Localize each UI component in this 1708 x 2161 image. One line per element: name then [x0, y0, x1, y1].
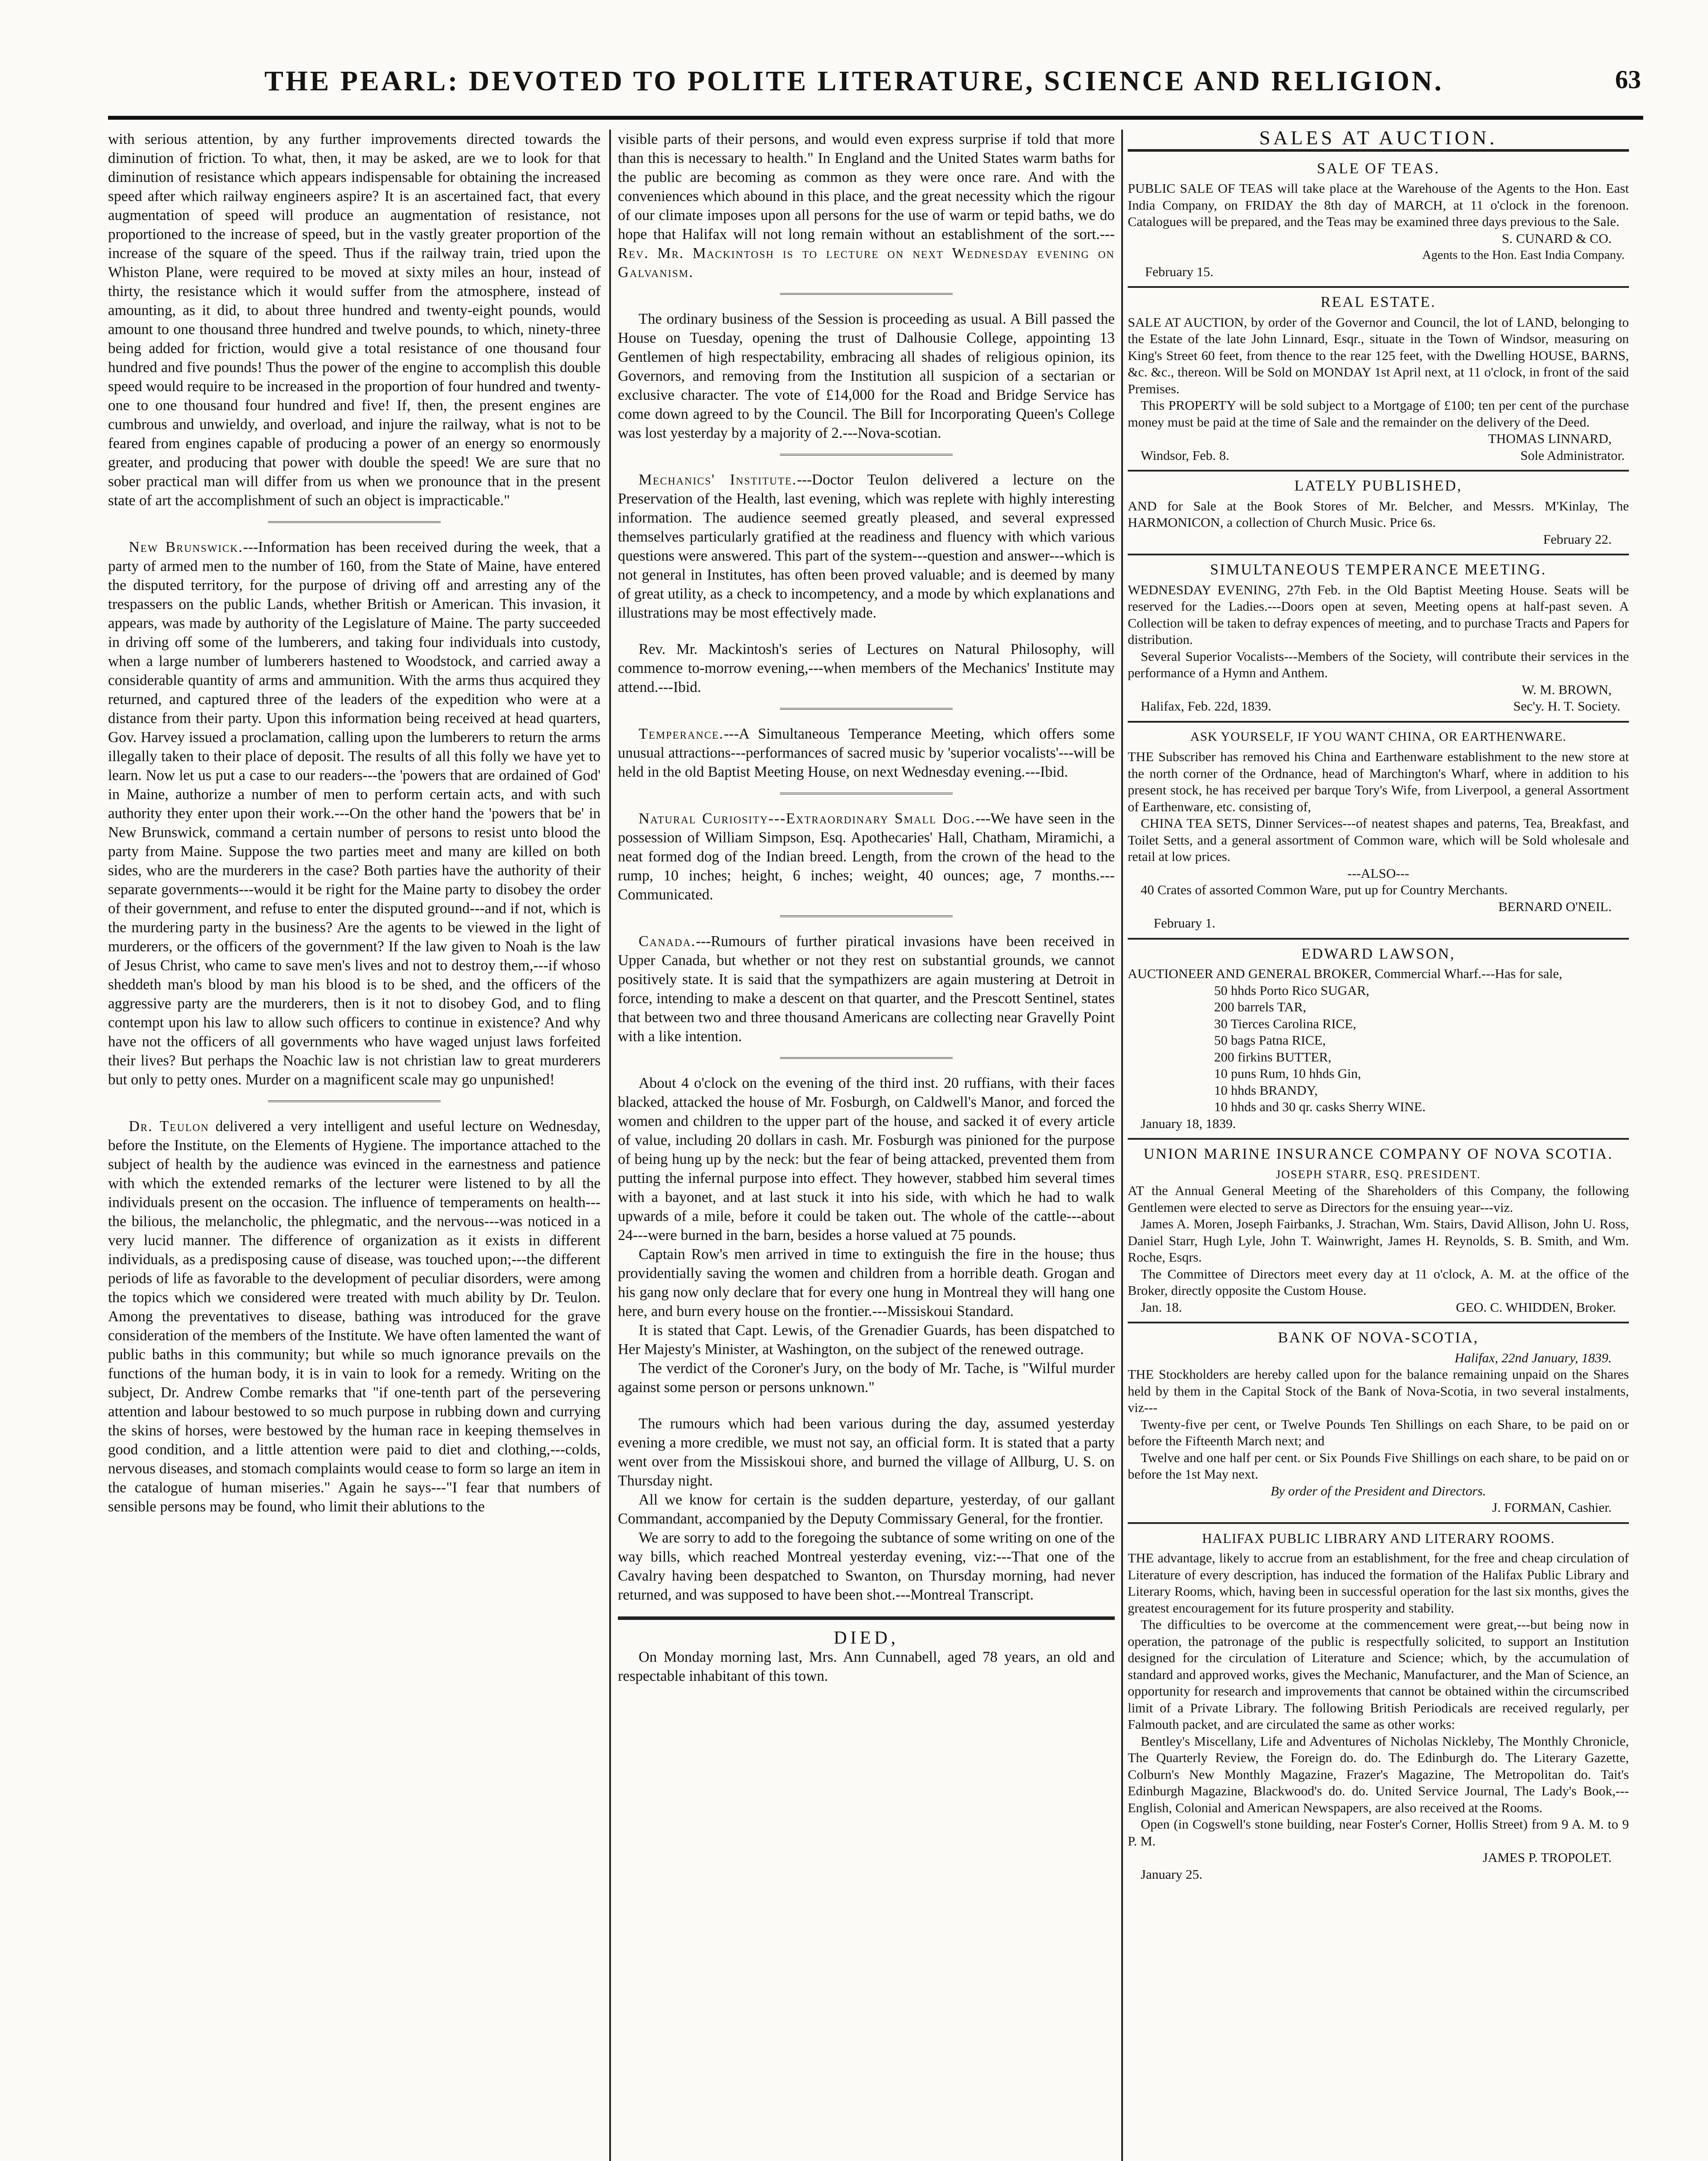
article-way-bills: We are sorry to add to the foregoing the subtance of some writing on one of the way bills, which reached Montreal yesterday evening, viz:---That one of the Cavalry having been despatched to Swanton, on Thursday morning, had never returned, and was supposed to have been shot.---Montreal Transcript.	[618, 1529, 1115, 1603]
list-item: 200 firkins BUTTER,	[1214, 1049, 1332, 1065]
ad-china-earthenware	[1128, 723, 1629, 940]
ad-date: Jan. 18.	[1141, 1299, 1182, 1315]
ad-order: By order of the President and Directors.	[1270, 1483, 1486, 1498]
ad-union-marine	[1128, 1140, 1629, 1323]
article-body: ---We have seen in the possession of William Simpson, Esq. Apothecaries' Hall, Chatham, Miramichi, a neat formed dog of the Indian breed. Length, from the crown of the head to the rump, 10 inches; height, 6 inches; weight, 40 ounces; age, 7 months.---Communicated.	[618, 810, 1115, 903]
ad-text: This PROPERTY will be sold subject to a Mortgage of £100; ten per cent of the purchase money must be paid at the time of Sale and the remainder on the delivery of the Deed.	[1128, 398, 1629, 430]
masthead-rule	[108, 116, 1643, 120]
column-divider	[609, 130, 611, 2161]
masthead-title: THE PEARL: DEVOTED TO POLITE LITERATURE, SCIENCE AND RELIGION.	[264, 65, 1444, 97]
section-divider	[780, 454, 953, 457]
ad-president: JOSEPH STARR, ESQ. PRESIDENT.	[1276, 1167, 1481, 1181]
ad-sale-of-teas	[1128, 154, 1629, 288]
died-notice: On Monday morning last, Mrs. Ann Cunnabell, aged 78 years, an old and respectable inhabitant of this town.	[618, 1648, 1115, 1684]
article-session: The ordinary business of the Session is proceeding as usual. A Bill passed the House on Tuesday, opening the trust of Dalhousie College, appointing 13 Gentlemen of high respectability, embracing all shades of religious opinion, its Governors, and removing from the Institution all suspicion of a sectarian or exclusive character. The vote of £14,000 for the Road and Bridge Service has come down agreed to by the Council. The Bill for Incorporating Queen's College was lost yesterday by a majority of 2.---Nova-scotian.	[618, 310, 1115, 441]
article-heading: Temperance.	[639, 725, 724, 742]
article-rev-mackintosh: Rev. Mr. Mackintosh's series of Lectures on Natural Philosophy, will commence to-morrow evening,---when members of the Mechanics' Institute may attend.---Ibid.	[618, 641, 1115, 695]
article-heading: Natural Curiosity---Extraordinary Small Dog.	[639, 810, 976, 827]
article-rumours: The rumours which had been various during the day, assumed yesterday evening a more credible, we must not say, an official form. It is stated that a party went over from the Missiskoui shore, and burned the village of Allburg, U. S. on Thursday night.	[618, 1415, 1115, 1489]
ad-title: BANK OF NOVA-SCOTIA,	[1278, 1329, 1479, 1346]
article-body: delivered a very intelligent and useful lecture on Wednesday, before the Institute, on the Elements of Hygiene. The importance attached to the subject of health by the audience was evinced in the earnestness and patience with which the extended remarks of the lecturer were listened to by all the individuals present on the occasion. The influence of temperaments on health---the bilious, the melancholic, the phlegmatic, and the nervous---was noticed in a very lucid manner. The difference of organization as it exists in different individuals, as a predisposing cause of disease, was touched upon;---the different periods of life as favorable to the development of peculiar disorders, were among the topics which we considered were treated with much ability by Dr. Teulon. Among the preventatives to disease, bathing was introduced for the grave consideration of the members of the Institute. We have often lamented the want of public baths in this community; but while so much ignorance prevails on the functions of the human body, it is in vain to look for a remedy. Writing on the subject, Dr. Andrew Combe remarks that "if one-tenth part of the persevering attention and labour bestowed to so much purpose in rubbing down and currying the skins of horses, were bestowed by the human race in keeping themselves in good condition, and a little attention were paid to diet and clothing,---colds, nervous diseases, and stomach complaints would cease to form so large an item in the catalogue of human miseries." Again he says---"I fear that numbers of sensible persons may be found, who limit their ablutions to the	[108, 1118, 601, 1515]
article-body: ---Information has been received during the week, that a party of armed men to the number of 160, from the State of Maine, have entered the disputed territory, for the purpose of driving off and arresting any of the trespassers on the public Lands, whether British or American. This invasion, it appears, was made by authority of the Legislature of Maine. The party succeeded in driving off some of the lumberers, and taking four individuals into custody, when a large number of lumberers hastened to Woodstock, and carried away a considerable quantity of arms and ammunition. With the arms thus acquired they returned, and captured three of the leaders of the expedition who were at a distance from their party. Upon this information being received at head quarters, Gov. Harvey issued a proclamation, calling upon the lumberers to return the arms illegally taken to their place of deposit. The results of all this folly we have yet to learn. Now let us put a case to our readers---the 'powers that are ordained of God' in Maine, authorize a number of men to perform certain acts, and with such authority they enter upon their work.---On the other hand the 'powers that be' in New Brunswick, command a certain number of persons to resist unto blood the party from Maine. Suppose the two parties meet and many are killed on both sides, who are the murderers in the case? Both parties have the authority of their separate governments---would it be right for the Maine party to disobey the order of their government, and refuse to enter the disputed ground---and if not, which is the murdering party in the business? Are the agents to be viewed in the light of murderers, or the officers of the government? If the law given to Noah is the law of Jesus Christ, who came to save men's lives and not to destroy them,---if whoso sheddeth man's blood by man his blood is to be shed, and the officers of the aggressive party are the murderers, then is it not to disobey God, and to fling contempt upon his law to allow such officers to continue in existence? And why have not the officers of all governments who have waged unjust laws forfeited their lives? But perhaps the Noachic law is not christian law to great murderers but only to petty ones. Murder on a magnificent scale may go unpunished!	[108, 539, 601, 1088]
sales-at-auction-heading: SALES AT AUCTION.	[1128, 130, 1629, 152]
ad-title: REAL ESTATE.	[1320, 293, 1436, 310]
ad-title: UNION MARINE INSURANCE COMPANY OF NOVA SCOTIA.	[1143, 1145, 1613, 1162]
ad-signature-role: Agents to the Hon. East India Company.	[1422, 248, 1625, 262]
ad-temperance-meeting	[1128, 555, 1629, 723]
article-captain-row: Captain Row's men arrived in time to extinguish the fire in the house; thus providentially saving the women and children from a horrible death. Grogan and his gang now only declare that for every one hung in Montreal they will hang one here, and burn every house on the frontier.---Missiskoui Standard.	[618, 1246, 1115, 1320]
section-divider	[268, 1100, 441, 1104]
article-verdict: The verdict of the Coroner's Jury, on the body of Mr. Tache, is "Wilful murder against some person or persons unknown."	[618, 1360, 1115, 1396]
ad-title: ASK YOURSELF, IF YOU WANT CHINA, OR EARTHENWARE.	[1190, 729, 1567, 744]
page-number: 63	[1615, 65, 1641, 94]
ad-date: February 22.	[1543, 531, 1612, 547]
article-heading: Canada.	[639, 933, 696, 950]
ad-text: Open (in Cogswell's stone building, near Foster's Corner, Hollis Street) from 9 A. M. to 9 P. M.	[1128, 1817, 1629, 1849]
ad-title: HALIFAX PUBLIC LIBRARY AND LITERARY ROOMS.	[1202, 1530, 1555, 1546]
ad-text: Several Superior Vocalists---Members of the Society, will contribute their services in the performance of a Hymn and Anthem.	[1128, 648, 1629, 680]
article-temperance	[618, 724, 1115, 781]
article-natural-curiosity	[618, 809, 1115, 904]
ad-text: THE advantage, likely to accrue from an establishment, for the free and cheap circulation of Literature of every description, has induced the formation of the Halifax Public Library and Literary Rooms, which, having been in successful operation for the last six months, gives the greatest encouragement for its future prosperity and stability.	[1128, 1550, 1629, 1616]
ad-signature: W. M. BROWN,	[1521, 682, 1612, 697]
ad-text: Twelve and one half per cent. or Six Pounds Five Shillings on each share, to be paid on or before the 1st May next.	[1128, 1450, 1629, 1482]
list-item: 10 hhds and 30 qr. casks Sherry WINE.	[1214, 1099, 1426, 1114]
ad-text: CHINA TEA SETS, Dinner Services---of neatest shapes and paterns, Tea, Breakfast, and Toilet Setts, and a general assortment of Common ware, which will be Sold wholesale and retail at low prices.	[1128, 816, 1629, 864]
article-note: Rev. Mr. Mackintosh is to lecture on next Wednesday evening on Galvanism.	[618, 245, 1115, 280]
ad-signature-role: Sole Administrator.	[1520, 447, 1625, 463]
article-mechanics-institute	[618, 470, 1115, 622]
column-divider	[1121, 130, 1123, 2161]
article-body: ---Doctor Teulon delivered a lecture on the Preservation of the Health, last evening, which was replete with highly interesting information. The audience seemed greatly pleased, and several expressed themselves particularly gratified at the readiness and fluency with which various questions were answered. This part of the system---question and answer---which is not general in Institutes, has often been proved valuable; and is deemed by many of great utility, as a check to incompetency, and a mode by which explanations and illustrations may be most effectively made.	[618, 471, 1115, 621]
article-body: ---A Simultaneous Temperance Meeting, which offers some unusual attractions---performances of sacred music by 'superior vocalists'---will be held in the old Baptist Meeting House, on next Wednesday evening.---Ibid.	[618, 725, 1115, 780]
column-3-advertisements	[1128, 130, 1629, 2161]
column-2	[618, 130, 1115, 2161]
ad-text: James A. Moren, Joseph Fairbanks, J. Strachan, Wm. Stairs, David Allison, John U. Ross, Daniel Starr, Hugh Lyle, John T. Wainwright, James H. Reynolds, S. B. Smith, and Wm. Roche, Esqrs.	[1128, 1216, 1629, 1265]
article-body: ---Rumours of further piratical invasions have been received in Upper Canada, but whether or not they rest on substantial grounds, we cannot positively state. It is said that the sympathizers are again mustering at Detroit in force, intending to make a descent on that quarter, and the Prescott Sentinel, states that between two and three thousand Americans are collecting near Gravelly Point with a like intention.	[618, 933, 1115, 1045]
ad-text: The difficulties to be overcome at the commencement were great,---but being now in operation, the patronage of the public is respectfully solicited, to support an Institution designed for the circulation of Literature and Science; which, by the accumulation of standard and approved works, gives the Mechanic, Manufacturer, and the Man of Science, an opportunity for research and improvements that cannot be obtained within the circumscribed limit of a Private Library. The following British Periodicals are received regularly, per Falmouth packet, and are circulated the same as other works:	[1128, 1617, 1629, 1732]
section-divider	[780, 708, 953, 711]
ad-signature: J. FORMAN, Cashier.	[1492, 1500, 1612, 1515]
ad-title: SALE OF TEAS.	[1317, 159, 1440, 177]
article-new-brunswick	[108, 538, 601, 1089]
ad-bank-of-nova-scotia	[1128, 1323, 1629, 1524]
ad-text: 40 Crates of assorted Common Ware, put up for Country Merchants.	[1141, 882, 1508, 897]
list-item: 50 hhds Porto Rico SUGAR,	[1214, 982, 1370, 998]
masthead	[0, 0, 1708, 130]
list-item: 10 hhds BRANDY,	[1214, 1082, 1318, 1098]
list-item: 50 bags Patna RICE,	[1214, 1033, 1326, 1048]
list-item: 200 barrels TAR,	[1214, 999, 1307, 1014]
ad-text: The Committee of Directors meet every day at 11 o'clock, A. M. at the office of the Broker, directly opposite the Custom House.	[1128, 1266, 1629, 1298]
ad-date: Halifax, Feb. 22d, 1839.	[1141, 698, 1272, 714]
ad-text: SALE AT AUCTION, by order of the Governor and Council, the lot of LAND, belonging to the Estate of the late John Linnard, Esqr., situate in the Town of Windsor, measuring on King's Street 60 feet, from thence to the rear 125 feet, with the Dwelling HOUSE, BARNS, &c. &c., thereon. Will be Sold on MONDAY 1st April next, at 11 o'clock, in front of the said Premises.	[1128, 314, 1629, 396]
ad-signature: JAMES P. TROPOLET.	[1482, 1850, 1612, 1865]
section-divider	[780, 793, 953, 796]
ad-date: Windsor, Feb. 8.	[1141, 447, 1230, 463]
ad-also: ---ALSO---	[1347, 865, 1409, 881]
ad-text: PUBLIC SALE OF TEAS will take place at the Warehouse of the Agents to the Hon. East India Company, on FRIDAY the 8th day of MARCH, at 11 o'clock in the forenoon. Catalogues will be prepared, and the Teas may be examined three days previous to the Sale.	[1128, 181, 1629, 229]
ad-date: Halifax, 22nd January, 1839.	[1454, 1350, 1612, 1365]
article-heading: Dr. Teulon	[129, 1118, 210, 1135]
article-commandant: All we know for certain is the sudden departure, yesterday, of our gallant Commandant, accompanied by the Deputy Commissary General, for the frontier.	[618, 1491, 1115, 1527]
article-heading: New Brunswick.	[129, 539, 243, 555]
ad-edward-lawson	[1128, 940, 1629, 1140]
ad-title: EDWARD LAWSON,	[1301, 945, 1456, 962]
list-item: 10 puns Rum, 10 hhds Gin,	[1214, 1066, 1361, 1081]
ad-text: AUCTIONEER AND GENERAL BROKER, Commercial Wharf.---Has for sale,	[1128, 966, 1562, 981]
ad-date: January 25.	[1141, 1866, 1202, 1882]
ad-signature: S. CUNARD & CO.	[1501, 230, 1612, 246]
article-railway-continued: with serious attention, by any further improvements directed towards the diminution of friction. To what, then, it may be asked, are we to look for that diminution of resistance which appears indispensable for obtaining the increased speed after which railway engineers aspire? It is an ascertained fact, that every augmentation of speed will produce an augmentation of resistance, not proportioned to the increase of speed, but in the vastly greater proportion of the increase of the square of the speed. Thus if the railway train, tried upon the Whiston Plane, were required to be moved at sixty miles an hour, instead of thirty, the resistance which it would suffer from the atmosphere, instead of amounting, as it did, to about three hundred and twenty-eight pounds, would amount to one thousand three hundred and twelve pounds, to which, ninety-three being added for friction, would give a total resistance of one thousand four hundred and five pounds! Thus the power of the engine to accomplish this double speed would require to be increased in the proportion of four hundred and twenty-one to one thousand four hundred and five! If, then, the present engines are cumbrous and unwieldy, and overload, and injure the railway, what is not to be feared from engines capable of producing a power of an energy so enormously greater, and producing that power with double the speed! We are sure that no sober practical man will differ from us when we pronounce that in the present state of art the accomplishment of such an object is impracticable."	[108, 131, 601, 509]
ad-lately-published	[1128, 472, 1629, 555]
list-item: 30 Tierces Carolina RICE,	[1214, 1016, 1356, 1031]
ad-signature-role: Sec'y. H. T. Society.	[1513, 698, 1620, 714]
section-divider	[780, 915, 953, 919]
article-dr-teulon	[108, 1117, 601, 1516]
ad-text: THE Subscriber has removed his China and Earthenware establishment to the new store at the north corner of the Ordnance, head of Marchington's Wharf, where in addition to his present stock, he has received per barque Tory's Wife, from Liverpool, a general Assortment of Earthenware, etc. consisting of,	[1128, 749, 1629, 814]
ad-date: February 1.	[1154, 915, 1215, 931]
goods-list	[1128, 982, 1629, 1116]
article-fosburgh: About 4 o'clock on the evening of the third inst. 20 ruffians, with their faces blacked, attacked the house of Mr. Fosburgh, on Caldwell's Manor, and forced the women and children to the upper part of the house, and sacked it of every article of value, including 20 dollars in cash. Mr. Fosburgh was pinioned for the purpose of being hung up by the neck: but the fear of being attacked, prevented them from putting the infernal purpose into effect. They however, stabbed him several times with a bayonet, and at last stuck it into his side, with which he had to walk upwards of a mile, before it could be taken out. The whole of the cattle---about 24---were burned in the barn, besides a horse valued at 75 pounds.	[618, 1074, 1115, 1243]
ad-date: February 15.	[1145, 264, 1214, 279]
ad-signature: GEO. C. WHIDDEN, Broker.	[1456, 1299, 1616, 1315]
ad-text: Twenty-five per cent, or Twelve Pounds Ten Shillings on each Share, to be paid on or before the Fifteenth March next; and	[1128, 1416, 1629, 1448]
ad-title: SIMULTANEOUS TEMPERANCE MEETING.	[1210, 561, 1547, 578]
ad-text: THE Stockholders are hereby called upon for the balance remaining unpaid on the Shares held by them in the Capital Stock of the Bank of Nova-Scotia, in two several instalments, viz---	[1128, 1367, 1629, 1415]
section-divider	[780, 1057, 953, 1061]
ad-signature: THOMAS LINNARD,	[1488, 431, 1612, 446]
ad-halifax-library	[1128, 1524, 1629, 1889]
section-divider	[618, 1616, 1115, 1620]
article-capt-lewis: It is stated that Capt. Lewis, of the Grenadier Guards, has been dispatched to Her Majesty's Minister, at Washington, on the subject of the renewed outrage.	[618, 1322, 1115, 1358]
died-heading: DIED,	[833, 1628, 899, 1648]
ad-text: Bentley's Miscellany, Life and Adventures of Nicholas Nickleby, The Monthly Chronicle, The Quarterly Review, the Foreign do. do. The Edinburgh do. The Literary Gazette, Colburn's New Monthly Magazine, Frazer's Magazine, The Metropolitan do. Tait's Edinburgh Magazine, Blackwood's do. do. United Service Journal, The Lady's Book,---English, Colonial and American Newspapers, are also received at the Rooms.	[1128, 1733, 1629, 1815]
ad-text: AND for Sale at the Book Stores of Mr. Belcher, and Messrs. M'Kinlay, The HARMONICON, a collection of Church Music. Price 6s.	[1128, 498, 1629, 530]
ad-signature: BERNARD O'NEIL.	[1498, 899, 1612, 914]
article-canada	[618, 932, 1115, 1046]
ad-text: AT the Annual General Meeting of the Shareholders of this Company, the following Gentlemen were elected to serve as Directors for the ensuing year---viz.	[1128, 1183, 1629, 1215]
section-divider	[780, 293, 953, 296]
column-1	[108, 130, 601, 2161]
ad-title: LATELY PUBLISHED,	[1294, 477, 1463, 494]
article-body: visible parts of their persons, and would even express surprise if told that more than this is necessary to health." In England and the United States warm baths for the public are becoming as common as they were once rare. And with the conveniences which abound in this place, and the great necessity which the rigour of our climate imposes upon all persons for the use of warm or tepid baths, we do hope that Halifax will not long remain without an establishment of the sort.---	[618, 131, 1115, 242]
section-divider	[268, 521, 441, 525]
article-baths-continued	[618, 130, 1115, 282]
ad-date: January 18, 1839.	[1141, 1116, 1236, 1131]
ad-real-estate	[1128, 288, 1629, 472]
ad-text: WEDNESDAY EVENING, 27th Feb. in the Old Baptist Meeting House. Seats will be reserved for the Ladies.---Doors open at seven, Meeting opens at half-past seven. A Collection will be taken to defray expences of meeting, and to purchase Tracts and Papers for distribution.	[1128, 582, 1629, 647]
article-heading: Mechanics' Institute.	[639, 471, 797, 488]
